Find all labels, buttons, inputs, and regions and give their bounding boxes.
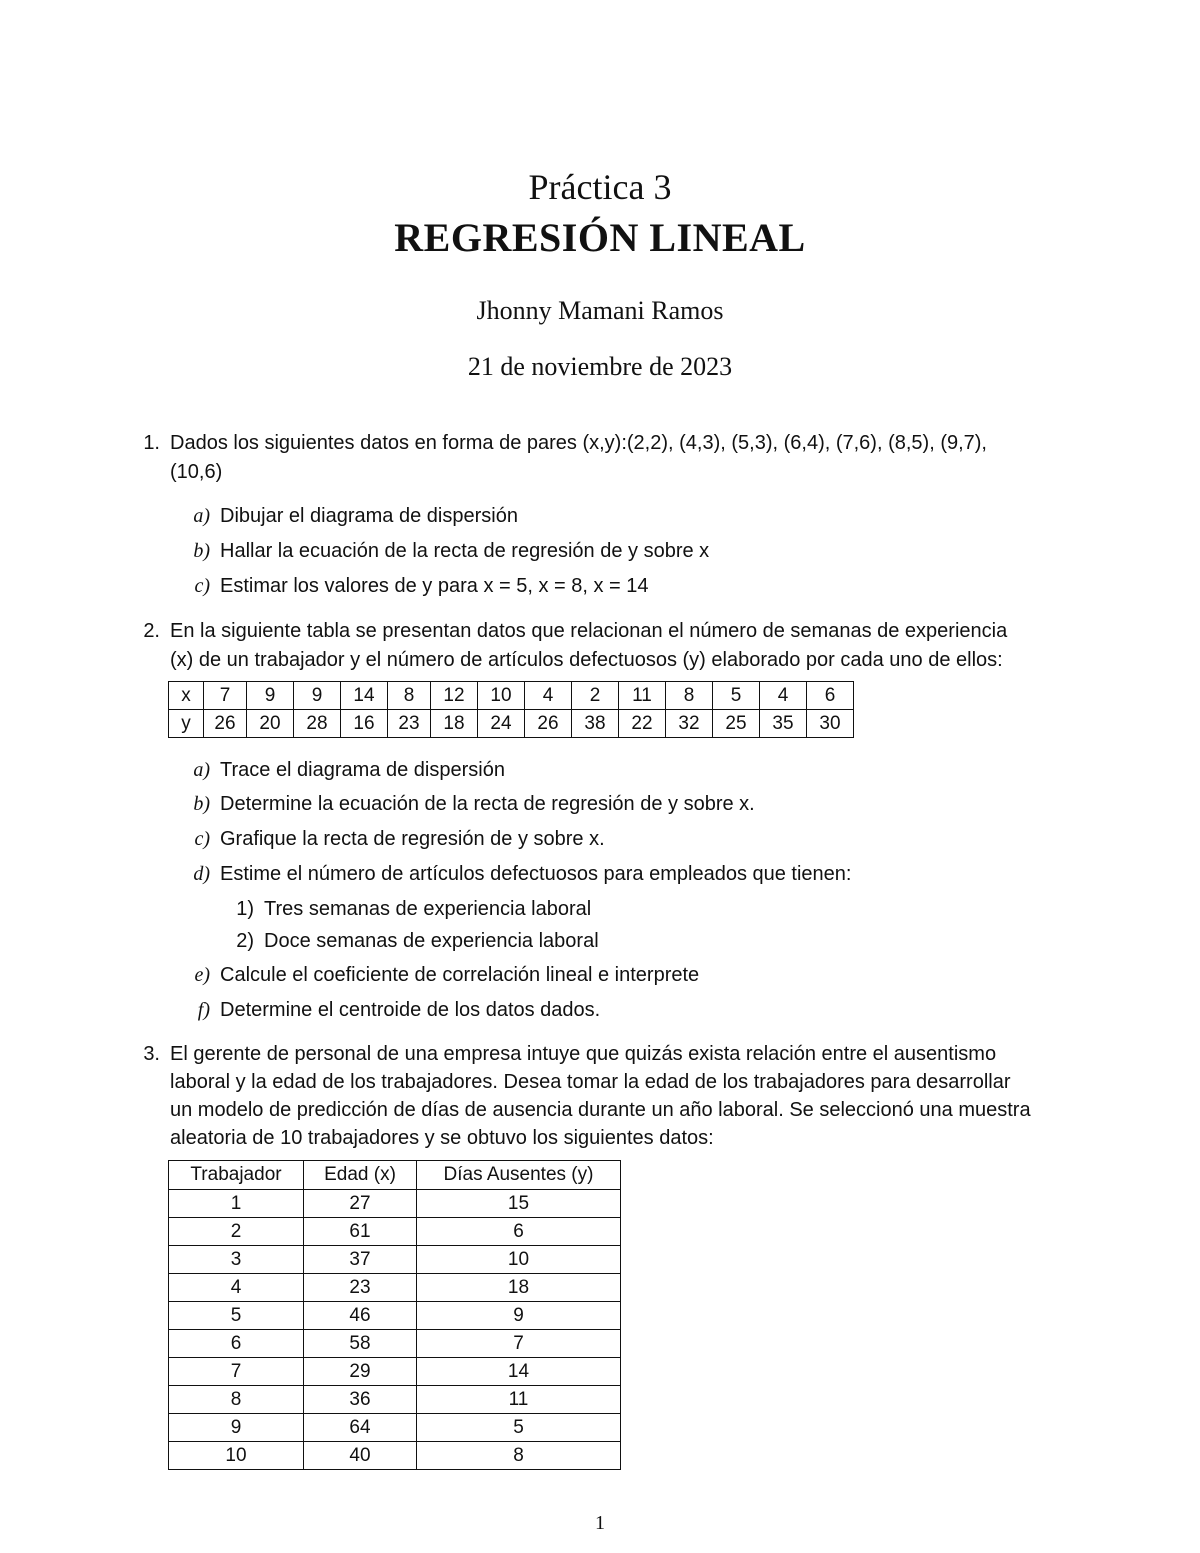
table-cell: 2 — [169, 1218, 304, 1246]
table-cell: 18 — [431, 710, 478, 738]
table-cell: 4 — [169, 1274, 304, 1302]
problem-3-line-3: un modelo de predicción de días de ausencia durante un año laboral. Se seleccionó una muestra — [170, 1099, 1031, 1121]
item-label: 1) — [236, 898, 254, 920]
row-header: y — [169, 710, 204, 738]
table-cell: 23 — [304, 1274, 417, 1302]
table-cell: 14 — [341, 682, 388, 710]
item-text: Estimar los valores de y para x = 5, x = 8, x = 14 — [220, 575, 649, 597]
list-item — [176, 860, 851, 888]
table-row — [169, 1246, 621, 1274]
list-item — [176, 961, 699, 989]
table-cell: 8 — [388, 682, 431, 710]
table-cell: 7 — [169, 1358, 304, 1386]
column-header: Trabajador — [169, 1161, 304, 1190]
list-item — [176, 996, 600, 1024]
table-row — [169, 1302, 621, 1330]
list-item — [176, 537, 709, 565]
table-cell: 7 — [417, 1330, 621, 1358]
table-cell: 3 — [169, 1246, 304, 1274]
table-cell: 11 — [619, 682, 666, 710]
workers-data-table — [168, 1160, 621, 1470]
table-row — [169, 1330, 621, 1358]
table-cell: 40 — [304, 1442, 417, 1470]
table-cell: 27 — [304, 1190, 417, 1218]
item-label: b) — [193, 540, 210, 562]
item-text: Trace el diagrama de dispersión — [220, 759, 505, 781]
author: Jhonny Mamani Ramos — [476, 296, 724, 325]
table-cell: 29 — [304, 1358, 417, 1386]
page-number: 1 — [595, 1512, 605, 1534]
table-cell: 20 — [247, 710, 294, 738]
item-text: Grafique la recta de regresión de y sobre x. — [220, 828, 605, 850]
table-cell: 2 — [572, 682, 619, 710]
item-label: c) — [194, 828, 210, 850]
list-item — [176, 756, 505, 784]
table-cell: 30 — [807, 710, 854, 738]
table-row — [169, 1442, 621, 1470]
table-cell: 23 — [388, 710, 431, 738]
list-item — [176, 825, 605, 853]
table-cell: 58 — [304, 1330, 417, 1358]
table-cell: 5 — [417, 1414, 621, 1442]
list-item — [176, 790, 755, 818]
item-text: Calcule el coeficiente de correlación lineal e interprete — [220, 964, 700, 986]
table-row — [169, 1358, 621, 1386]
table-cell: 64 — [304, 1414, 417, 1442]
table-cell: 4 — [525, 682, 572, 710]
table-cell: 16 — [341, 710, 388, 738]
item-text: Estime el número de artículos defectuosos para empleados que tienen: — [220, 863, 852, 885]
table-cell: 5 — [713, 682, 760, 710]
table-cell: 26 — [525, 710, 572, 738]
table-cell: 37 — [304, 1246, 417, 1274]
table-cell: 38 — [572, 710, 619, 738]
table-cell: 10 — [417, 1246, 621, 1274]
table-cell: 10 — [169, 1442, 304, 1470]
page-title: Práctica 3 — [528, 167, 672, 207]
page-subtitle: REGRESIÓN LINEAL — [394, 215, 806, 260]
table-cell: 14 — [417, 1358, 621, 1386]
row-header: x — [169, 682, 204, 710]
problem-3-line-2: laboral y la edad de los trabajadores. Desea tomar la edad de los trabajadores para desarrollar — [170, 1071, 1011, 1093]
table-row — [169, 1218, 621, 1246]
item-label: a) — [193, 505, 210, 527]
list-item — [176, 502, 518, 530]
problem-number: 3. — [143, 1043, 160, 1065]
column-header: Días Ausentes (y) — [417, 1161, 621, 1190]
table-cell: 26 — [204, 710, 247, 738]
item-label: e) — [194, 964, 210, 986]
item-label: d) — [193, 863, 210, 885]
xy-data-table — [168, 681, 854, 738]
table-cell: 28 — [294, 710, 341, 738]
item-text: Determine el centroide de los datos dados. — [220, 999, 601, 1021]
problem-2-line-1: En la siguiente tabla se presentan datos que relacionan el número de semanas de experiencia — [170, 620, 1008, 642]
sub-list-item — [220, 927, 599, 955]
column-header: Edad (x) — [304, 1161, 417, 1190]
item-text: Determine la ecuación de la recta de regresión de y sobre x. — [220, 793, 755, 815]
table-cell: 1 — [169, 1190, 304, 1218]
table-row — [169, 1386, 621, 1414]
item-label: 2) — [236, 930, 254, 952]
table-cell: 35 — [760, 710, 807, 738]
table-cell: 32 — [666, 710, 713, 738]
table-cell: 46 — [304, 1302, 417, 1330]
problem-2-line-2: (x) de un trabajador y el número de artículos defectuosos (y) elaborado por cada uno de ellos: — [170, 649, 1003, 671]
table-row — [169, 1414, 621, 1442]
problem-number: 1. — [143, 432, 160, 454]
table-cell: 8 — [417, 1442, 621, 1470]
table-cell: 15 — [417, 1190, 621, 1218]
table-cell: 22 — [619, 710, 666, 738]
list-item — [176, 572, 649, 600]
table-cell: 18 — [417, 1274, 621, 1302]
table-cell: 11 — [417, 1386, 621, 1414]
table-cell: 9 — [294, 682, 341, 710]
table-cell: 7 — [204, 682, 247, 710]
table-row — [169, 1190, 621, 1218]
item-text: Tres semanas de experiencia laboral — [264, 898, 592, 920]
table-cell: 9 — [417, 1302, 621, 1330]
table-cell: 9 — [169, 1414, 304, 1442]
table-cell: 5 — [169, 1302, 304, 1330]
item-label: f) — [197, 999, 210, 1021]
table-row — [169, 710, 854, 738]
date: 21 de noviembre de 2023 — [467, 352, 733, 381]
table-row — [169, 1274, 621, 1302]
table-cell: 4 — [760, 682, 807, 710]
item-text: Doce semanas de experiencia laboral — [264, 930, 599, 952]
problem-3-line-1: El gerente de personal de una empresa intuye que quizás exista relación entre el ausentismo — [170, 1043, 997, 1065]
table-cell: 24 — [478, 710, 525, 738]
table-cell: 9 — [247, 682, 294, 710]
problem-1-line-1: Dados los siguientes datos en forma de pares (x,y):(2,2), (4,3), (5,3), (6,4), (7,6), (8,5), (9,7), — [170, 432, 987, 454]
item-label: b) — [193, 793, 210, 815]
table-header-row — [169, 1161, 621, 1190]
item-label: c) — [194, 575, 210, 597]
table-cell: 8 — [666, 682, 713, 710]
table-cell: 10 — [478, 682, 525, 710]
table-row — [169, 682, 854, 710]
table-cell: 25 — [713, 710, 760, 738]
table-cell: 6 — [417, 1218, 621, 1246]
item-label: a) — [193, 759, 210, 781]
table-cell: 12 — [431, 682, 478, 710]
table-cell: 6 — [807, 682, 854, 710]
table-cell: 36 — [304, 1386, 417, 1414]
sub-list-item — [220, 895, 591, 923]
table-cell: 6 — [169, 1330, 304, 1358]
item-text: Dibujar el diagrama de dispersión — [220, 505, 518, 527]
table-cell: 8 — [169, 1386, 304, 1414]
problem-1-line-2: (10,6) — [170, 461, 223, 483]
item-text: Hallar la ecuación de la recta de regresión de y sobre x — [220, 540, 710, 562]
problem-number: 2. — [143, 620, 160, 642]
table-cell: 61 — [304, 1218, 417, 1246]
problem-3-line-4: aleatoria de 10 trabajadores y se obtuvo los siguientes datos: — [170, 1127, 714, 1149]
